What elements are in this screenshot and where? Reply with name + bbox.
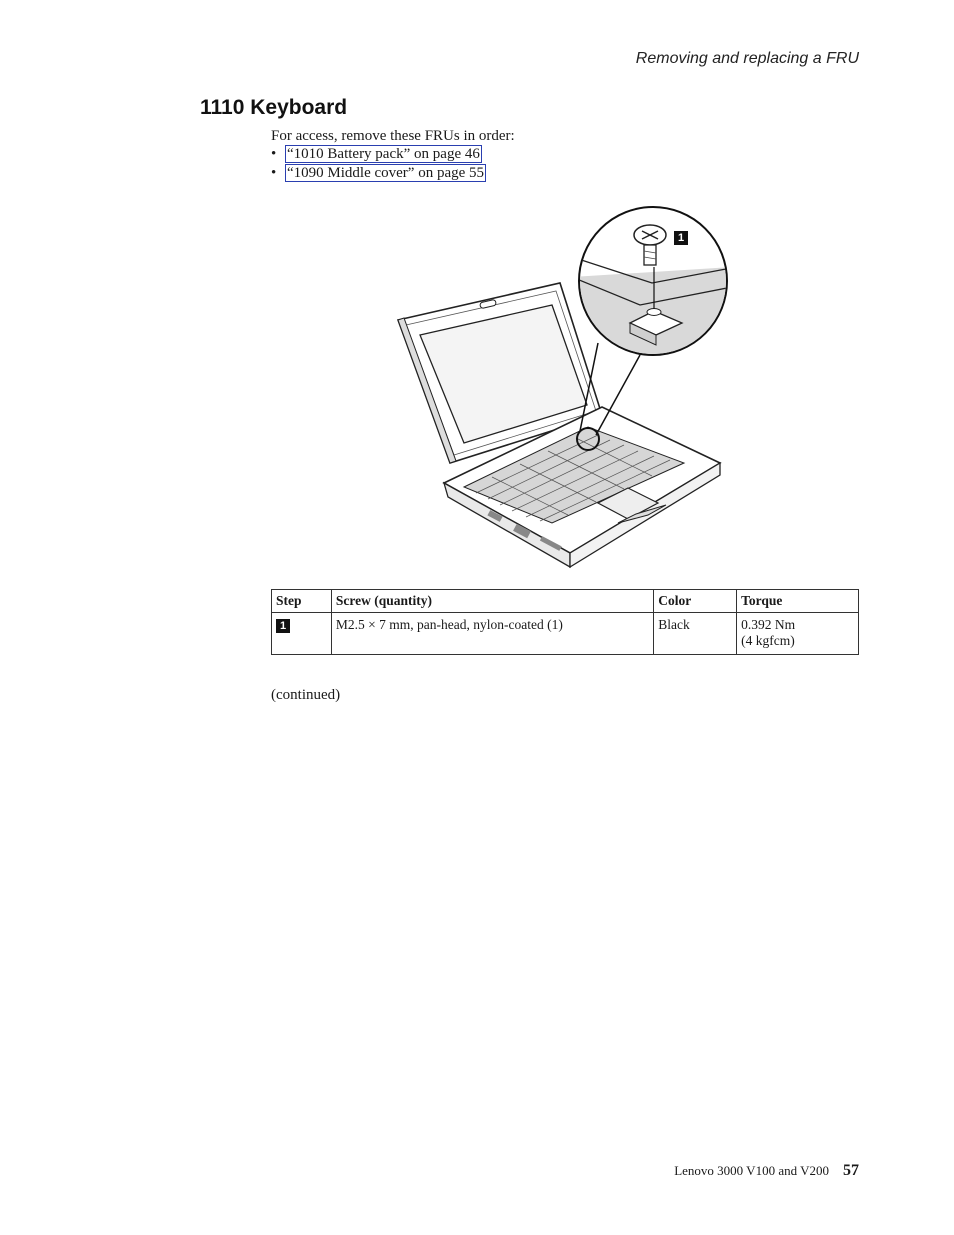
page-footer (674, 1162, 859, 1180)
header-color: Color (654, 590, 737, 613)
step-marker: 1 (276, 619, 290, 633)
screw-cell: M2.5 × 7 mm, pan-head, nylon-coated (1) (331, 613, 653, 655)
torque-cell (737, 613, 859, 655)
continued-note: (continued) (271, 687, 341, 703)
header-step: Step (272, 590, 332, 613)
color-cell: Black (654, 613, 737, 655)
torque-kgfcm: (4 kgfcm) (741, 633, 795, 648)
middle-cover-link[interactable]: “1090 Middle cover” on page 55 (287, 165, 485, 181)
keyboard-screw-figure (392, 205, 732, 573)
step-cell (272, 613, 332, 655)
page-number: 57 (843, 1162, 859, 1179)
section-title: 1110 Keyboard (200, 96, 348, 119)
header-torque: Torque (737, 590, 859, 613)
header-screw: Screw (quantity) (331, 590, 653, 613)
laptop-illustration (392, 205, 732, 573)
bullet: • (271, 146, 277, 162)
bullet: • (271, 165, 277, 181)
book-title: Lenovo 3000 V100 and V200 (674, 1163, 829, 1178)
torque-nm: 0.392 Nm (741, 617, 796, 632)
running-head: Removing and replacing a FRU (635, 50, 859, 67)
access-intro: For access, remove these FRUs in order: (271, 128, 515, 144)
list-item (271, 164, 486, 183)
table-row (272, 613, 859, 655)
table-header-row (272, 590, 859, 613)
fru-prerequisite-list (271, 145, 486, 183)
battery-pack-link[interactable]: “1010 Battery pack” on page 46 (287, 146, 480, 162)
list-item (271, 145, 486, 164)
screw-table (271, 589, 859, 655)
callout-marker-1: 1 (674, 231, 688, 245)
